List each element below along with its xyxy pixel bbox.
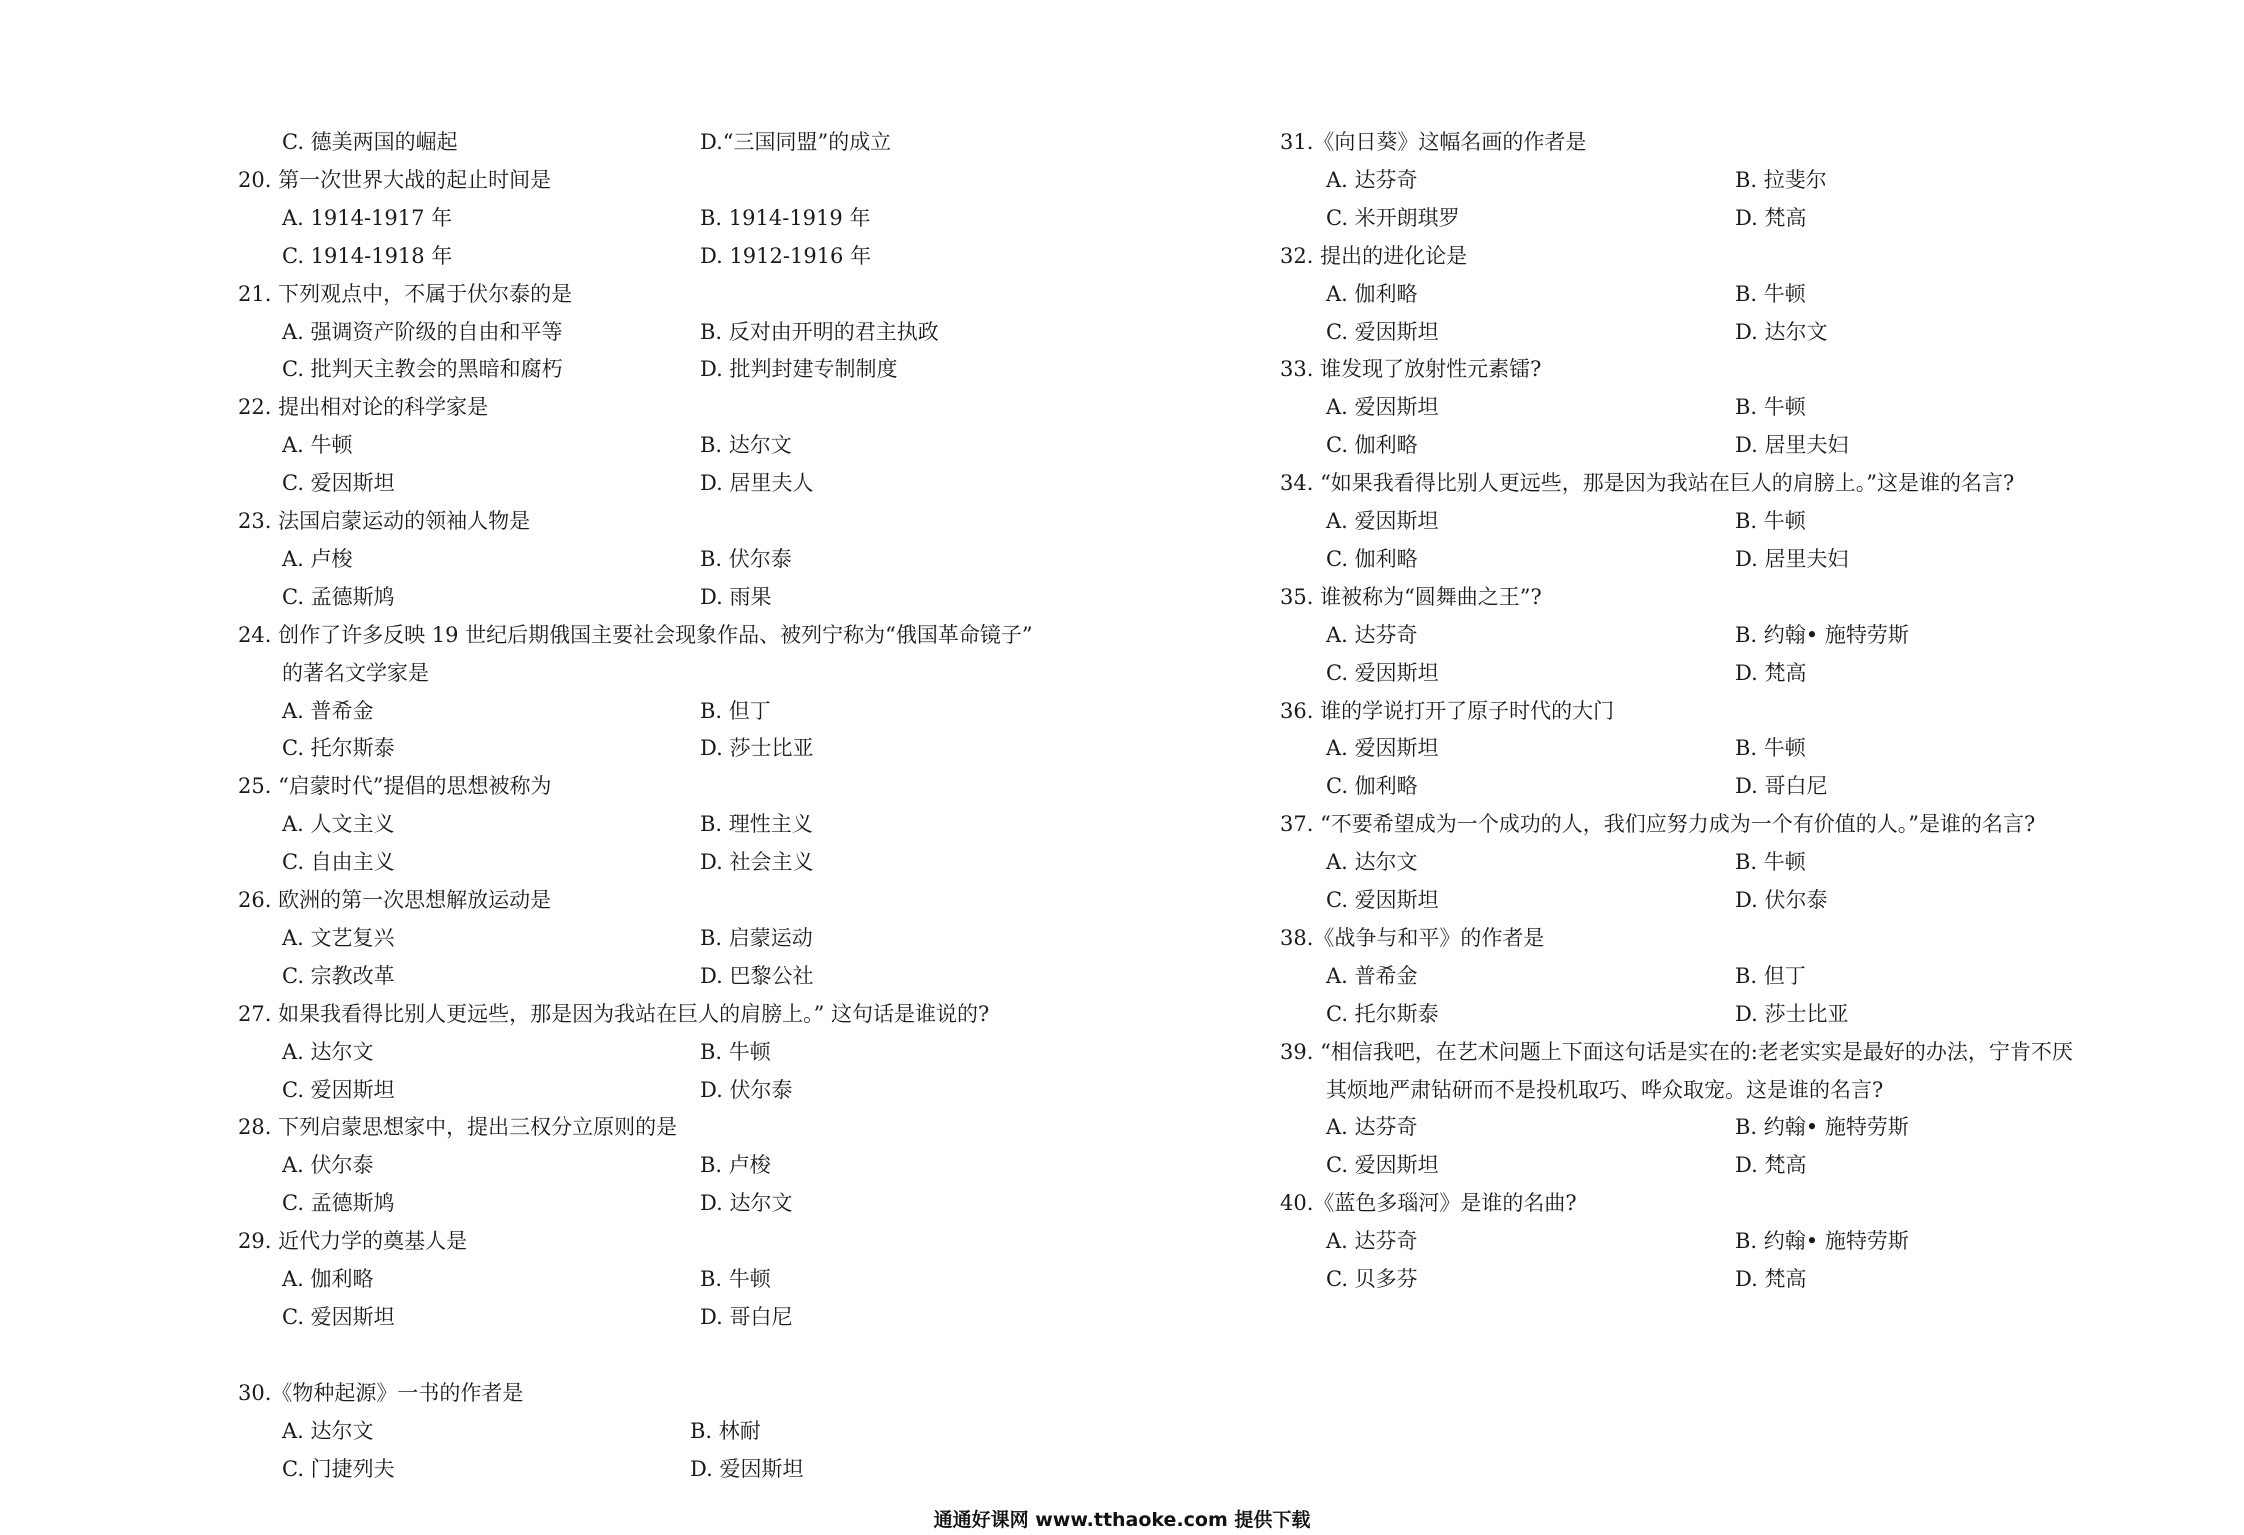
- answer-option: B. 牛顿: [700, 1039, 771, 1064]
- answer-option: D. 梵高: [1735, 660, 1807, 685]
- answer-option: A. 伽利略: [282, 1267, 374, 1291]
- answer-option: B. 启蒙运动: [700, 925, 813, 950]
- answer-option: B. 牛顿: [1735, 509, 1806, 533]
- answer-option: C. 爱因斯坦: [1326, 319, 1439, 344]
- answer-option: A. 达尔文: [282, 1418, 374, 1443]
- question-text: 36. 谁的学说打开了原子时代的大门: [1280, 698, 1615, 723]
- answer-option: C. 爱因斯坦: [282, 1304, 395, 1329]
- question-text: 40.《蓝色多瑙河》是谁的名曲?: [1280, 1191, 1577, 1216]
- answer-option: C. 宗教改革: [282, 963, 395, 988]
- question-text: 38.《战争与和平》的作者是: [1280, 925, 1545, 950]
- answer-option: B. 1914-1919 年: [700, 205, 871, 230]
- answer-option: B. 但丁: [1735, 963, 1806, 988]
- answer-option: A. 爱因斯坦: [1326, 509, 1439, 533]
- answer-option: B. 牛顿: [1735, 281, 1806, 306]
- answer-option: D. 达尔文: [1735, 319, 1828, 344]
- answer-option: B. 约翰• 施特劳斯: [1735, 622, 1909, 647]
- answer-option: A. 人文主义: [282, 812, 395, 837]
- answer-option: D. 社会主义: [700, 850, 814, 875]
- answer-option: A. 达尔文: [282, 1039, 374, 1064]
- answer-option: C. 爱因斯坦: [282, 1077, 395, 1102]
- answer-option: D.“三国同盟”的成立: [700, 130, 892, 154]
- question-text: 35. 谁被称为“圆舞曲之王”?: [1280, 584, 1542, 609]
- answer-option: A. 普希金: [1326, 963, 1418, 988]
- question-text: 28. 下列启蒙思想家中，提出三权分立原则的是: [238, 1115, 678, 1140]
- answer-option: D. 居里夫妇: [1735, 433, 1849, 458]
- answer-option: D. 批判封建专制制度: [700, 357, 898, 382]
- answer-option: C. 孟德斯鸠: [282, 1191, 395, 1216]
- question-text: 20. 第一次世界大战的起止时间是: [238, 167, 552, 192]
- answer-option: D. 梵高: [1735, 1267, 1807, 1291]
- answer-option: B. 伏尔泰: [700, 546, 792, 571]
- answer-option: C. 1914-1918 年: [282, 243, 453, 268]
- answer-option: D. 雨果: [700, 584, 772, 609]
- answer-option: D. 哥白尼: [1735, 774, 1828, 799]
- question-text-continued: 其烦地严肃钻研而不是投机取巧、哗众取宠。这是谁的名言?: [1326, 1077, 1884, 1102]
- answer-option: B. 约翰• 施特劳斯: [1735, 1115, 1909, 1140]
- answer-option: D. 伏尔泰: [1735, 888, 1828, 912]
- question-text: 25. “启蒙时代”提倡的思想被称为: [238, 774, 552, 799]
- answer-option: A. 达芬奇: [1326, 622, 1418, 647]
- answer-option: B. 约翰• 施特劳斯: [1735, 1229, 1909, 1254]
- answer-option: D. 莎士比亚: [700, 736, 814, 761]
- answer-option: A. 达尔文: [1326, 850, 1418, 875]
- answer-option: B. 反对由开明的君主执政: [700, 319, 939, 344]
- answer-option: A. 1914-1917 年: [282, 205, 453, 230]
- answer-option: C. 伽利略: [1326, 433, 1418, 458]
- answer-option: D. 居里夫人: [700, 471, 814, 496]
- answer-option: B. 牛顿: [1735, 850, 1806, 875]
- answer-option: B. 牛顿: [1735, 395, 1806, 420]
- answer-option: C. 米开朗琪罗: [1326, 205, 1460, 230]
- answer-option: A. 伽利略: [1326, 281, 1418, 306]
- answer-option: D. 达尔文: [700, 1191, 793, 1216]
- answer-option: B. 牛顿: [700, 1267, 771, 1291]
- answer-option: B. 但丁: [700, 698, 771, 723]
- answer-option: D. 1912-1916 年: [700, 243, 872, 268]
- question-text: 31.《向日葵》这幅名画的作者是: [1280, 130, 1587, 154]
- answer-option: C. 孟德斯鸠: [282, 584, 395, 609]
- answer-option: D. 莎士比亚: [1735, 1001, 1849, 1026]
- answer-option: D. 梵高: [1735, 1153, 1807, 1178]
- answer-option: C. 德美两国的崛起: [282, 130, 458, 154]
- question-text: 24. 创作了许多反映 19 世纪后期俄国主要社会现象作品、被列宁称为“俄国革命镜子”: [238, 622, 1033, 647]
- answer-option: A. 强调资产阶级的自由和平等: [282, 319, 563, 344]
- question-text: 23. 法国启蒙运动的领袖人物是: [238, 509, 531, 533]
- question-text: 29. 近代力学的奠基人是: [238, 1229, 468, 1254]
- answer-option: A. 牛顿: [282, 433, 353, 458]
- answer-option: C. 托尔斯泰: [1326, 1001, 1439, 1026]
- answer-option: A. 达芬奇: [1326, 1115, 1418, 1140]
- answer-option: D. 巴黎公社: [700, 963, 814, 988]
- question-text: 33. 谁发现了放射性元素镭?: [1280, 357, 1542, 382]
- answer-option: B. 理性主义: [700, 812, 813, 837]
- answer-option: D. 梵高: [1735, 205, 1807, 230]
- answer-option: C. 自由主义: [282, 850, 395, 875]
- answer-option: C. 贝多芬: [1326, 1267, 1418, 1291]
- answer-option: A. 爱因斯坦: [1326, 395, 1439, 420]
- answer-option: D. 伏尔泰: [700, 1077, 793, 1102]
- question-text: 37. “不要希望成为一个成功的人，我们应努力成为一个有价值的人。”是谁的名言?: [1280, 812, 2036, 837]
- answer-option: B. 牛顿: [1735, 736, 1806, 761]
- answer-option: C. 爱因斯坦: [1326, 888, 1439, 912]
- answer-option: B. 卢梭: [700, 1153, 771, 1178]
- answer-option: C. 托尔斯泰: [282, 736, 395, 761]
- question-text: 27. 如果我看得比别人更远些，那是因为我站在巨人的肩膀上。” 这句话是谁说的?: [238, 1001, 990, 1026]
- answer-option: B. 林耐: [690, 1418, 761, 1443]
- answer-option: C. 爱因斯坦: [1326, 660, 1439, 685]
- footer-credit: 通通好课网 www.tthaoke.com 提供下载: [933, 1509, 1311, 1531]
- answer-option: C. 伽利略: [1326, 774, 1418, 799]
- question-text-continued: 的著名文学家是: [282, 660, 429, 685]
- answer-option: A. 达芬奇: [1326, 1229, 1418, 1254]
- answer-option: A. 普希金: [282, 698, 374, 723]
- answer-option: D. 爱因斯坦: [690, 1456, 804, 1481]
- answer-option: A. 伏尔泰: [282, 1153, 374, 1178]
- answer-option: C. 爱因斯坦: [282, 471, 395, 496]
- answer-option: D. 居里夫妇: [1735, 546, 1849, 571]
- question-text: 34. “如果我看得比别人更远些，那是因为我站在巨人的肩膀上。”这是谁的名言?: [1280, 471, 2015, 496]
- answer-option: B. 达尔文: [700, 433, 792, 458]
- answer-option: D. 哥白尼: [700, 1304, 793, 1329]
- answer-option: C. 门捷列夫: [282, 1456, 395, 1481]
- answer-option: C. 批判天主教会的黑暗和腐朽: [282, 357, 563, 382]
- question-text: 22. 提出相对论的科学家是: [238, 395, 489, 420]
- question-text: 39. “相信我吧，在艺术问题上下面这句话是实在的:老老实实是最好的办法，宁肯不厌: [1280, 1039, 2073, 1064]
- answer-option: B. 拉斐尔: [1735, 167, 1827, 192]
- answer-option: C. 伽利略: [1326, 546, 1418, 571]
- answer-option: A. 达芬奇: [1326, 167, 1418, 192]
- question-text: 30.《物种起源》一书的作者是: [238, 1380, 524, 1405]
- question-text: 21. 下列观点中，不属于伏尔泰的是: [238, 281, 573, 306]
- answer-option: A. 爱因斯坦: [1326, 736, 1439, 761]
- question-text: 26. 欧洲的第一次思想解放运动是: [238, 888, 552, 912]
- answer-option: A. 卢梭: [282, 546, 353, 571]
- answer-option: C. 爱因斯坦: [1326, 1153, 1439, 1178]
- question-text: 32. 提出的进化论是: [1280, 243, 1468, 268]
- answer-option: A. 文艺复兴: [282, 925, 395, 950]
